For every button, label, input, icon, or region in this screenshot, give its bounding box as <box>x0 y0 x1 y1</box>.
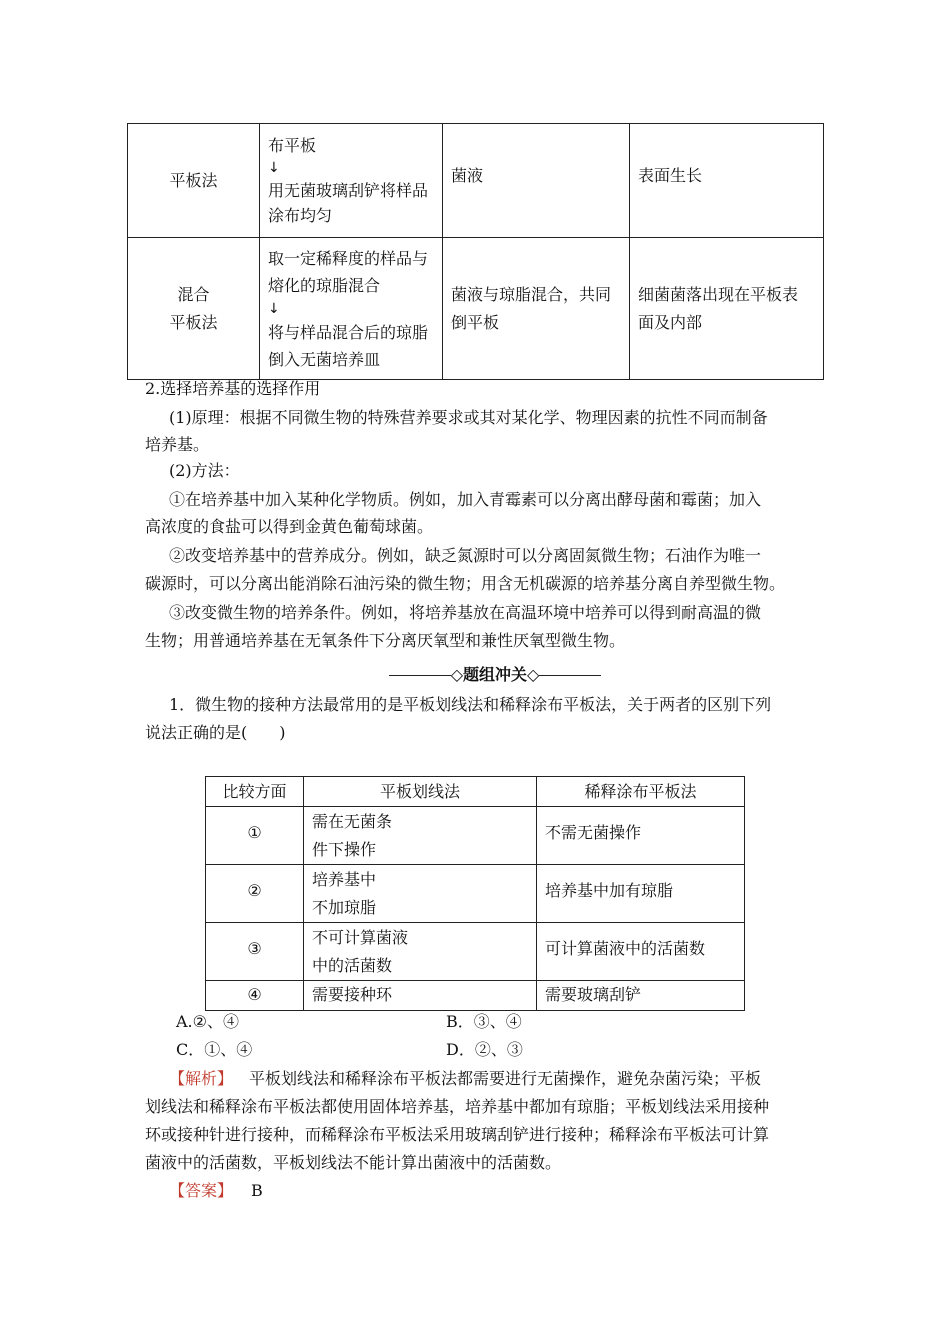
method-name <box>128 238 260 380</box>
growth-text: 面及内部 <box>638 312 703 332</box>
method-name-line: 混合 <box>177 284 210 304</box>
column-header: 平板划线法 <box>304 777 537 807</box>
answer-value: B <box>251 1181 263 1200</box>
table-row <box>206 981 745 1011</box>
table-header-row <box>206 777 745 807</box>
sample-text: 菌液与琼脂混合，共同 <box>451 284 612 304</box>
table-row <box>206 923 745 981</box>
streak-cell <box>304 923 537 981</box>
question-stem: 1．微生物的接种方法最常用的是平板划线法和稀释涂布平板法，关于两者的区别下列 <box>169 695 772 714</box>
sample-cell <box>443 124 630 238</box>
growth-cell <box>630 124 824 238</box>
answer-tag: 【答案】 <box>169 1181 234 1200</box>
spread-cell: 不需无菌操作 <box>537 807 745 865</box>
method-item: ①在培养基中加入某种化学物质。例如，加入青霉素可以分离出酵母菌和霉菌；加入 <box>169 490 762 509</box>
method-steps <box>260 238 443 380</box>
step-text: 涂布均匀 <box>268 206 333 225</box>
table-row <box>206 865 745 923</box>
analysis-line: 环或接种针进行接种，而稀释涂布平板法采用玻璃刮铲进行接种；稀释涂布平板法可计算 <box>145 1125 770 1144</box>
streak-cell <box>304 865 537 923</box>
method-steps <box>260 124 443 238</box>
column-header: 稀释涂布平板法 <box>537 777 745 807</box>
method-name-line: 平板法 <box>169 170 218 190</box>
streak-cell <box>304 807 537 865</box>
analysis-line <box>145 1066 810 1092</box>
streak-cell <box>304 981 537 1011</box>
analysis-line: 划线法和稀释涂布平板法都使用固体培养基，培养基中都加有琼脂；平板划线法采用接种 <box>145 1097 770 1116</box>
spread-cell: 需要玻璃刮铲 <box>537 981 745 1011</box>
method-heading: (2)方法： <box>169 461 240 480</box>
cell-text: 件下操作 <box>312 839 377 859</box>
row-number: ① <box>206 807 304 865</box>
sample-cell <box>443 238 630 380</box>
method-item: 高浓度的食盐可以得到金黄色葡萄球菌。 <box>145 517 434 536</box>
principle-text: 培养基。 <box>145 435 210 454</box>
divider-title: ◇题组冲关◇ <box>450 665 540 684</box>
option-d: D．②、③ <box>446 1040 523 1059</box>
spread-cell: 可计算菌液中的活菌数 <box>537 923 745 981</box>
divider-rule <box>539 675 601 676</box>
cell-text: 不加琼脂 <box>312 897 377 917</box>
cell-text: 需要接种环 <box>312 985 393 1004</box>
row-number: ④ <box>206 981 304 1011</box>
method-name-line: 平板法 <box>169 312 218 332</box>
question-stem: 说法正确的是( ) <box>145 723 286 742</box>
method-item: ③改变微生物的培养条件。例如，将培养基放在高温环境中培养可以得到耐高温的微 <box>169 603 762 622</box>
step-text: 布平板 <box>268 136 317 155</box>
analysis-tag: 【解析】 <box>169 1069 234 1088</box>
step-text: 熔化的琼脂混合 <box>268 275 381 295</box>
cell-text: 需在无菌条 <box>312 811 393 831</box>
row-number: ② <box>206 865 304 923</box>
row-number: ③ <box>206 923 304 981</box>
step-text: 用无菌玻璃刮铲将样品 <box>268 181 429 200</box>
table-row <box>206 807 745 865</box>
growth-text: 表面生长 <box>638 166 703 185</box>
spread-cell: 培养基中加有琼脂 <box>537 865 745 923</box>
answer-line <box>145 1178 810 1204</box>
step-text: 倒入无菌培养皿 <box>268 349 381 369</box>
option-a: A.②、④ <box>176 1012 239 1031</box>
growth-cell <box>630 238 824 380</box>
table-row <box>128 238 824 380</box>
analysis-text: 平板划线法和稀释涂布平板法都需要进行无菌操作，避免杂菌污染；平板 <box>249 1069 762 1088</box>
option-b: B．③、④ <box>446 1012 522 1031</box>
growth-text: 细菌菌落出现在平板表 <box>638 284 799 304</box>
method-name <box>128 124 260 238</box>
section-divider <box>360 662 630 688</box>
down-arrow-icon: ↓ <box>268 160 280 176</box>
down-arrow-icon: ↓ <box>268 300 280 317</box>
method-item: 生物；用普通培养基在无氧条件下分离厌氧型和兼性厌氧型微生物。 <box>145 631 626 650</box>
section-heading: 2.选择培养基的选择作用 <box>145 379 321 398</box>
cell-text: 不可计算菌液 <box>312 927 409 947</box>
method-table <box>127 123 824 380</box>
comparison-table <box>205 776 745 1011</box>
sample-text: 菌液 <box>451 166 484 185</box>
analysis-line: 菌液中的活菌数，平板划线法不能计算出菌液中的活菌数。 <box>145 1153 562 1172</box>
option-c: C．①、④ <box>176 1040 253 1059</box>
principle-text: (1)原理：根据不同微生物的特殊营养要求或其对某化学、物理因素的抗性不同而制备 <box>169 408 768 427</box>
cell-text: 培养基中 <box>312 869 377 889</box>
step-text: 取一定稀释度的样品与 <box>268 248 429 268</box>
method-item: ②改变培养基中的营养成分。例如，缺乏氮源时可以分离固氮微生物；石油作为唯一 <box>169 546 762 565</box>
step-text: 将与样品混合后的琼脂 <box>268 322 429 342</box>
cell-text: 中的活菌数 <box>312 955 393 975</box>
method-item: 碳源时，可以分离出能消除石油污染的微生物；用含无机碳源的培养基分离自养型微生物。 <box>145 574 786 593</box>
divider-rule <box>389 675 451 676</box>
column-header: 比较方面 <box>206 777 304 807</box>
table-row <box>128 124 824 238</box>
sample-text: 倒平板 <box>451 312 500 332</box>
